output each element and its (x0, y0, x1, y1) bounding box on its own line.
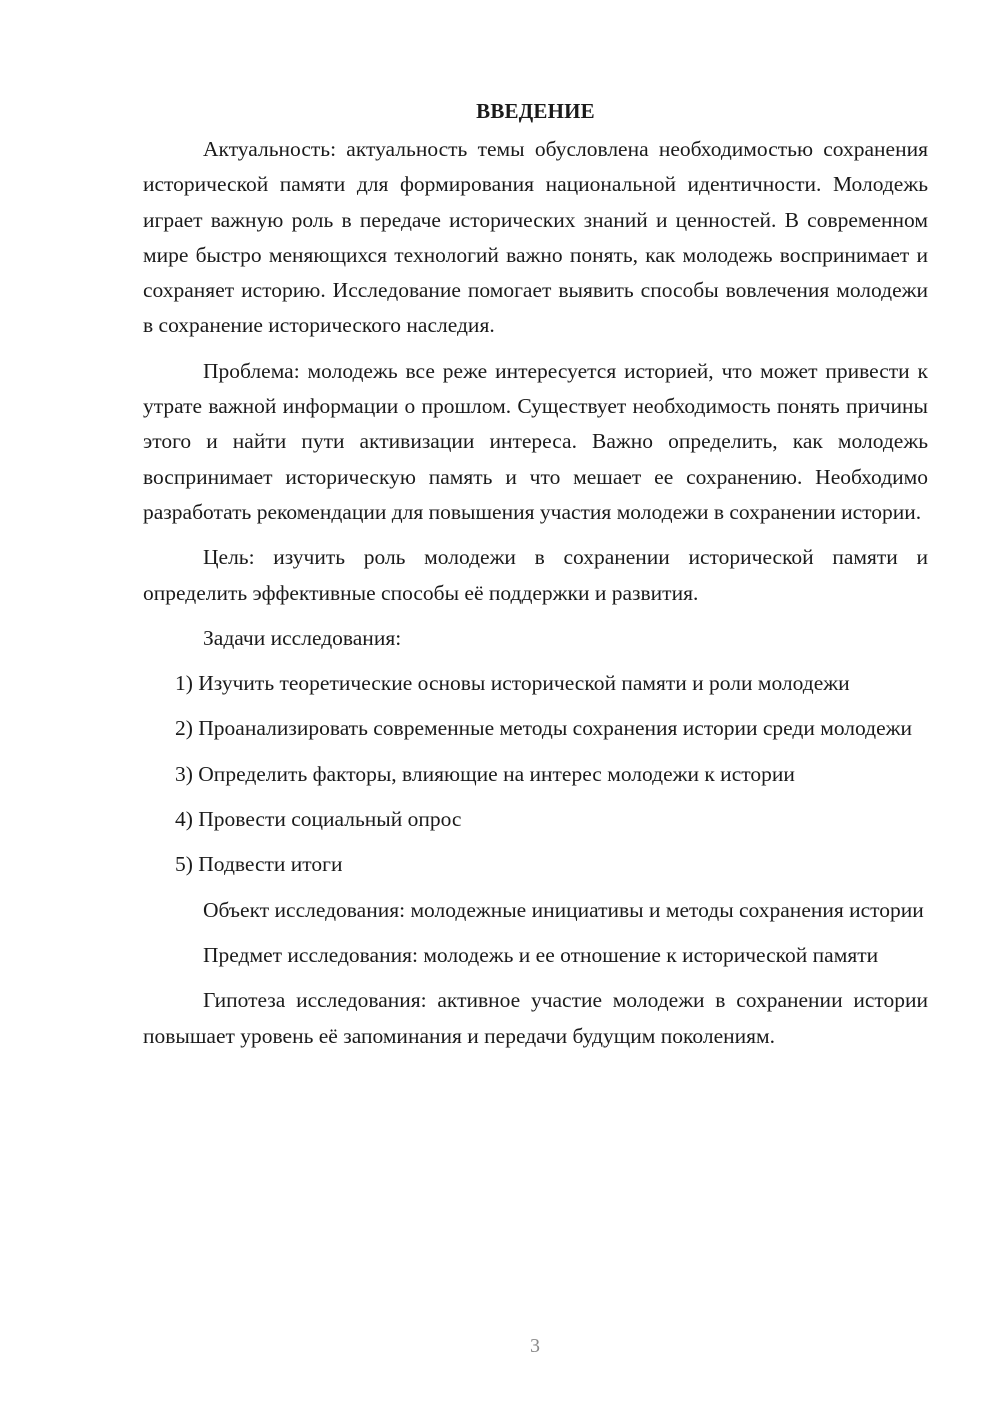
page-title: ВВЕДЕНИЕ (476, 99, 595, 123)
paragraph-relevance: Актуальность: актуальность темы обусловлена необходимостью сохранения исторической памяти для формирования национальной идентичности. Молодежь играет важную роль в передаче исторических знаний и ценностей. В современном мире быстро меняющихся технологий важно понять, как молодежь воспринимает и сохраняет историю. Исследование помогает выявить способы вовлечения молодежи в сохранение исторического наследия. (143, 137, 928, 338)
page-number: 3 (530, 1335, 540, 1357)
task-item-4: 4) Провести социальный опрос (175, 807, 462, 832)
paragraph-subject: Предмет исследования: молодежь и ее отношение к исторической памяти (203, 942, 879, 967)
paragraph-object: Объект исследования: молодежные инициативы и методы сохранения истории (203, 897, 924, 922)
tasks-list (143, 666, 928, 882)
task-item-1: 1) Изучить теоретические основы исторической памяти и роли молодежи (175, 671, 850, 696)
paragraph-problem: Проблема: молодежь все реже интересуется историей, что может привести к утрате важной информации о прошлом. Существует необходимость понять причины этого и найти пути активизации интереса. Важно определить, как молодежь воспринимает историческую память и что мешает ее сохранению. Необходимо разработать рекомендации для повышения участия молодежи в сохранении истории. (143, 358, 928, 524)
paragraph-goal: Цель: изучить роль молодежи в сохранении исторической памяти и определить эффективные способы её поддержки и развития. (143, 545, 928, 605)
paragraph-hypothesis: Гипотеза исследования: активное участие молодежи в сохранении истории повышает уровень её запоминания и передачи будущим поколениям. (143, 988, 928, 1048)
page-content (143, 96, 928, 1064)
tasks-heading: Задачи исследования: (203, 625, 402, 650)
task-item-5: 5) Подвести итоги (175, 852, 343, 877)
task-item-2: 2) Проанализировать современные методы сохранения истории среди молодежи (175, 716, 912, 741)
task-item-3: 3) Определить факторы, влияющие на интерес молодежи к истории (175, 761, 795, 786)
